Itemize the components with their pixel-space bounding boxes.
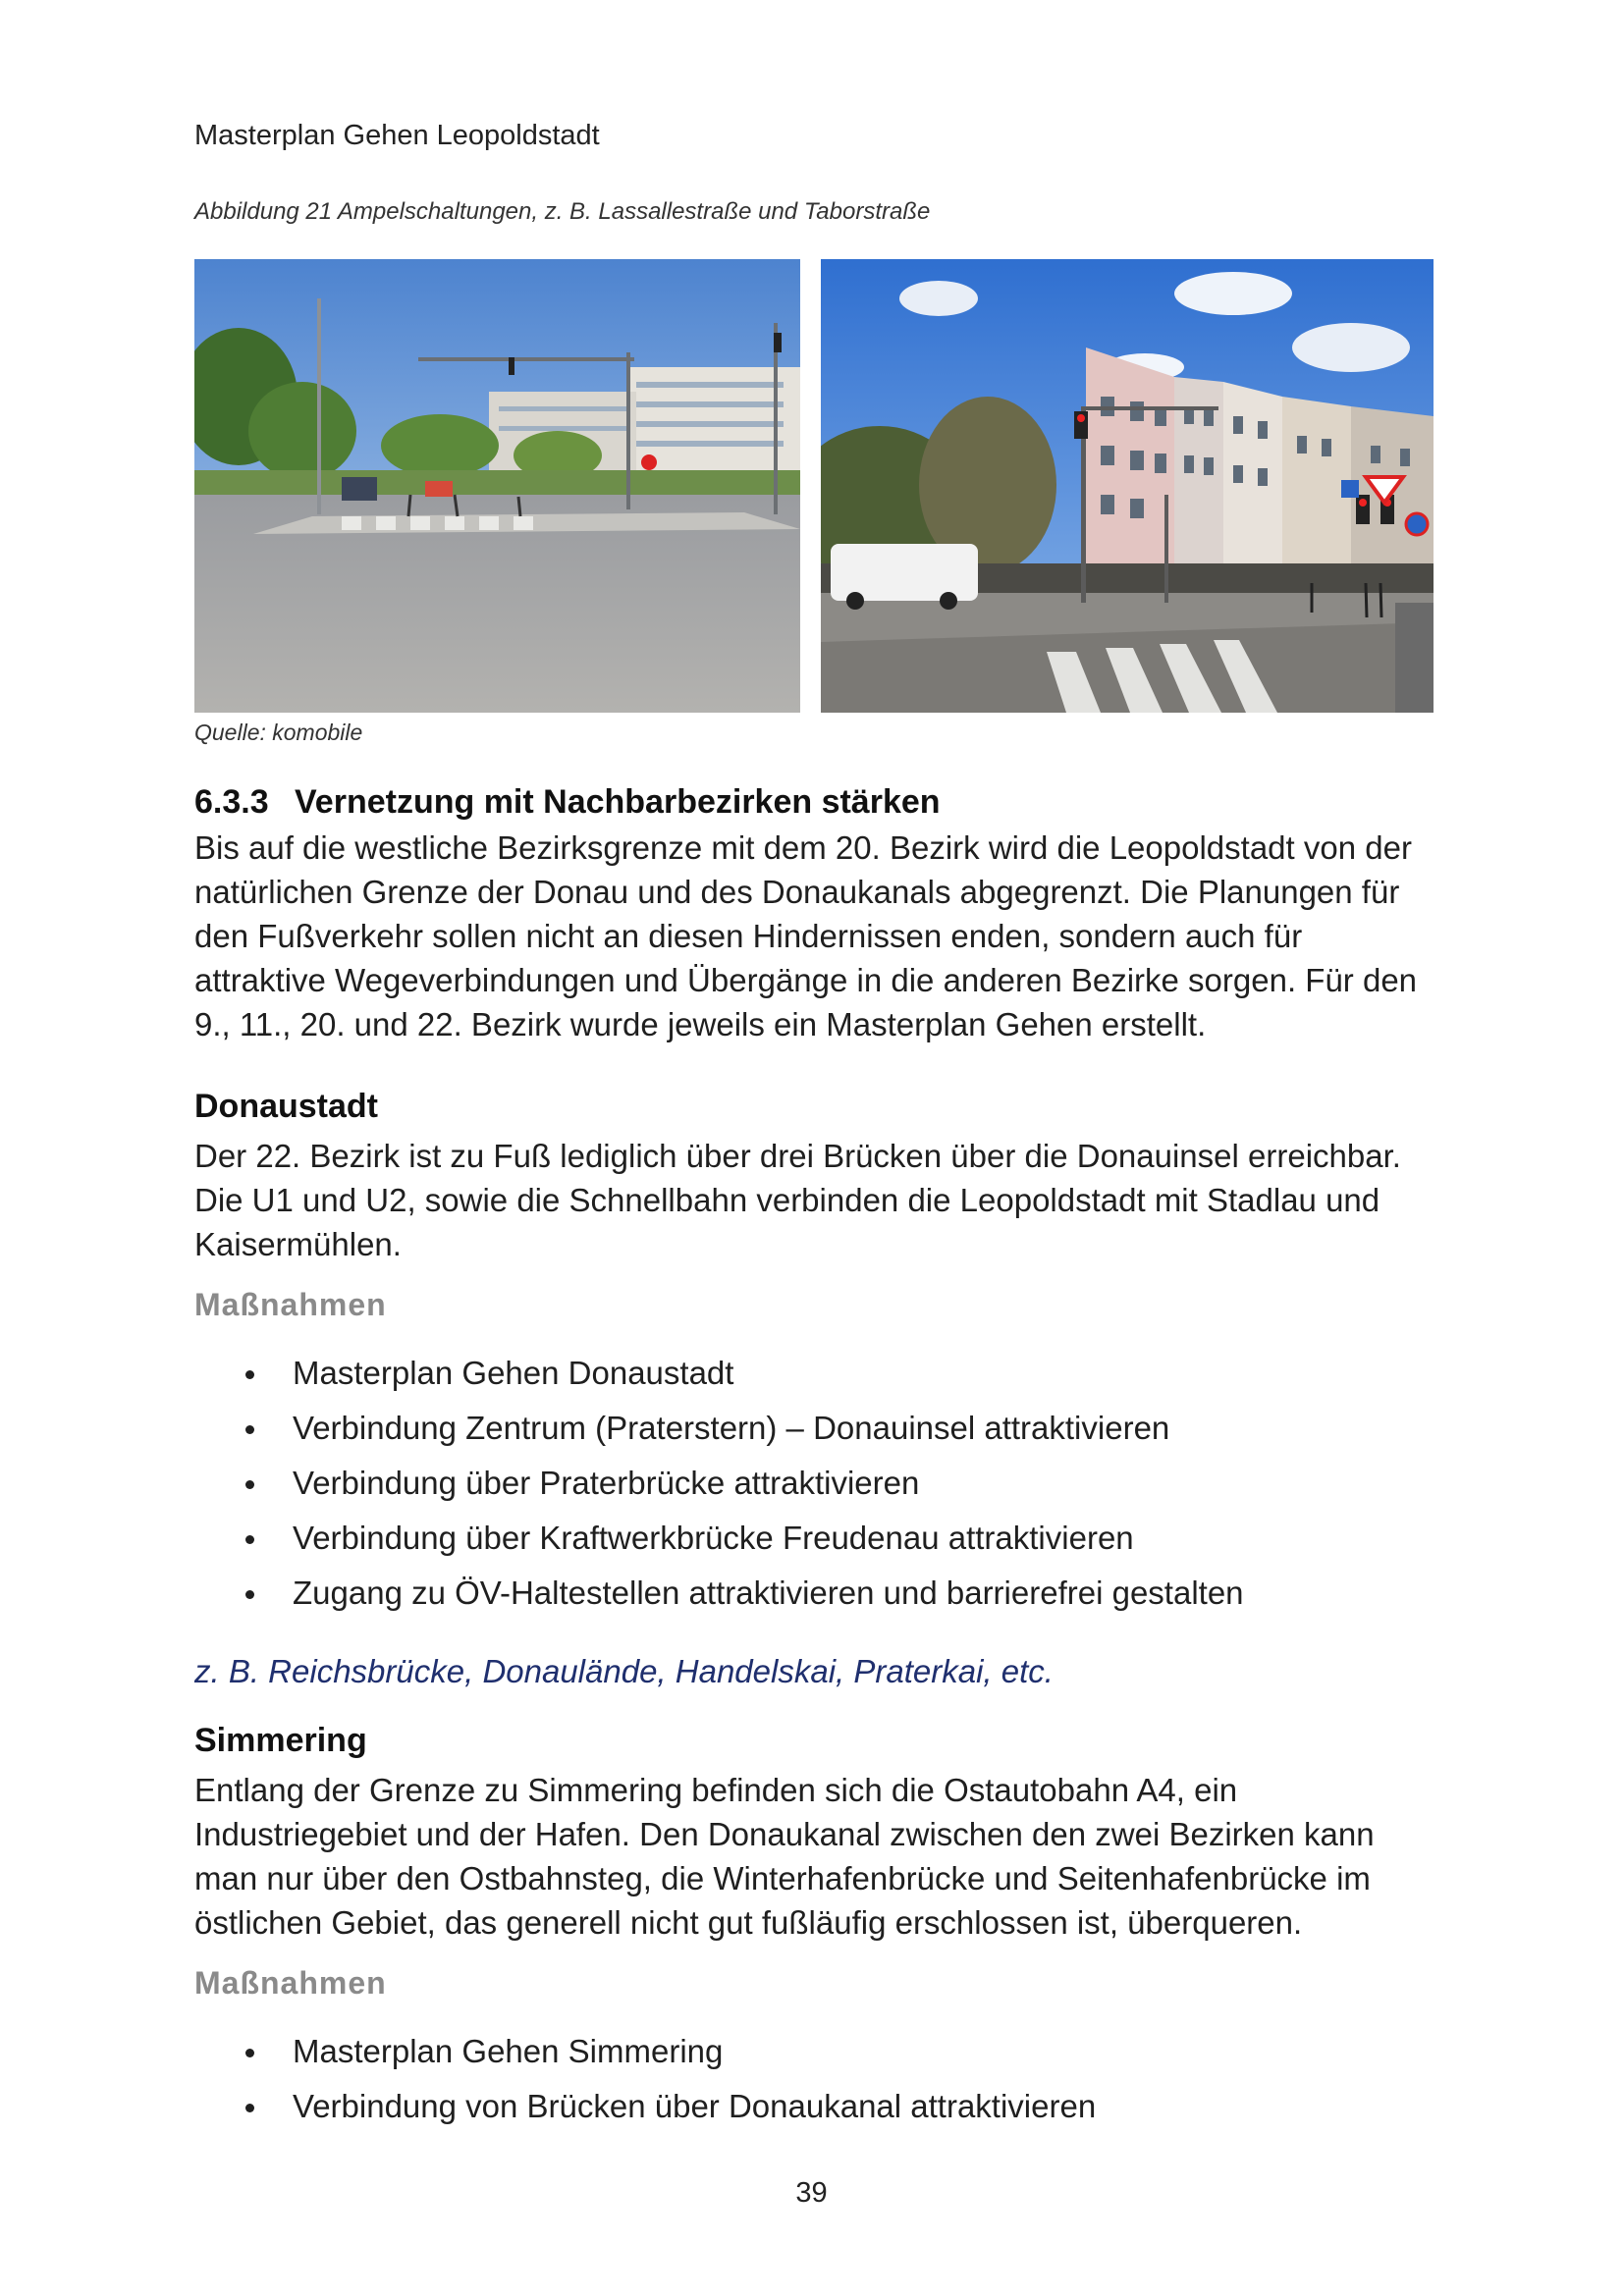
photo-lassallestrasse [194,259,800,713]
paragraph-line: östlichen Gebiet, das generell nicht gut fußläufig erschlossen ist, überqueren. [194,1904,1303,1941]
bullet-icon [245,2049,254,2057]
bullet-icon [245,1590,254,1599]
bullet-icon [245,1425,254,1434]
paragraph-line: Industriegebiet und der Hafen. Den Donaukanal zwischen den zwei Bezirken kann [194,1816,1375,1852]
bullet-icon [245,2104,254,2112]
paragraph-line: attraktive Wegeverbindungen und Übergänge in die anderen Bezirke sorgen. Für den [194,962,1418,998]
paragraph-line: man nur über den Ostbahnsteg, die Winterhafenbrücke und Seitenhafenbrücke im [194,1860,1371,1896]
donaustadt-example: z. B. Reichsbrücke, Donaulände, Handelskai, Praterkai, etc. [194,1653,1054,1689]
section-title: Vernetzung mit Nachbarbezirken stärken [295,783,941,821]
paragraph-line: Bis auf die westliche Bezirksgrenze mit dem 20. Bezirk wird die Leopoldstadt von der [194,829,1412,866]
page-number: 39 [795,2177,828,2209]
running-header: Masterplan Gehen Leopoldstadt [194,120,600,151]
paragraph-line: Die U1 und U2, sowie die Schnellbahn verbinden die Leopoldstadt mit Stadlau und [194,1182,1380,1218]
donaustadt-paragraph [194,1134,1441,1266]
figure-caption: Abbildung 21 Ampelschaltungen, z. B. Lassallestraße und Taborstraße [194,198,931,225]
paragraph-line: 9., 11., 20. und 22. Bezirk wurde jeweils ein Masterplan Gehen erstellt. [194,1006,1207,1042]
donaustadt-measures-label: Maßnahmen [194,1287,387,1322]
simmering-heading: Simmering [194,1722,367,1759]
section-number: 6.3.3 [194,783,269,821]
figure-source: Quelle: komobile [194,720,363,745]
paragraph-line: Der 22. Bezirk ist zu Fuß lediglich über drei Brücken über die Donauinsel erreichbar. [194,1138,1401,1174]
section-heading [194,783,941,822]
paragraph-line: den Fußverkehr sollen nicht an diesen Hindernissen enden, sondern auch für [194,918,1303,954]
photo-taborstrasse [821,259,1434,713]
simmering-paragraph [194,1768,1441,1945]
paragraph-line: Entlang der Grenze zu Simmering befinden sich die Ostautobahn A4, ein [194,1772,1238,1808]
bullet-icon [245,1480,254,1489]
donaustadt-heading: Donaustadt [194,1088,378,1125]
paragraph-line: Kaisermühlen. [194,1226,402,1262]
paragraph-line: natürlichen Grenze der Donau und des Donaukanals abgegrenzt. Die Planungen für [194,874,1400,910]
section-paragraph [194,826,1441,1046]
bullet-icon [245,1535,254,1544]
bullet-icon [245,1370,254,1379]
simmering-measures-label: Maßnahmen [194,1965,387,2001]
